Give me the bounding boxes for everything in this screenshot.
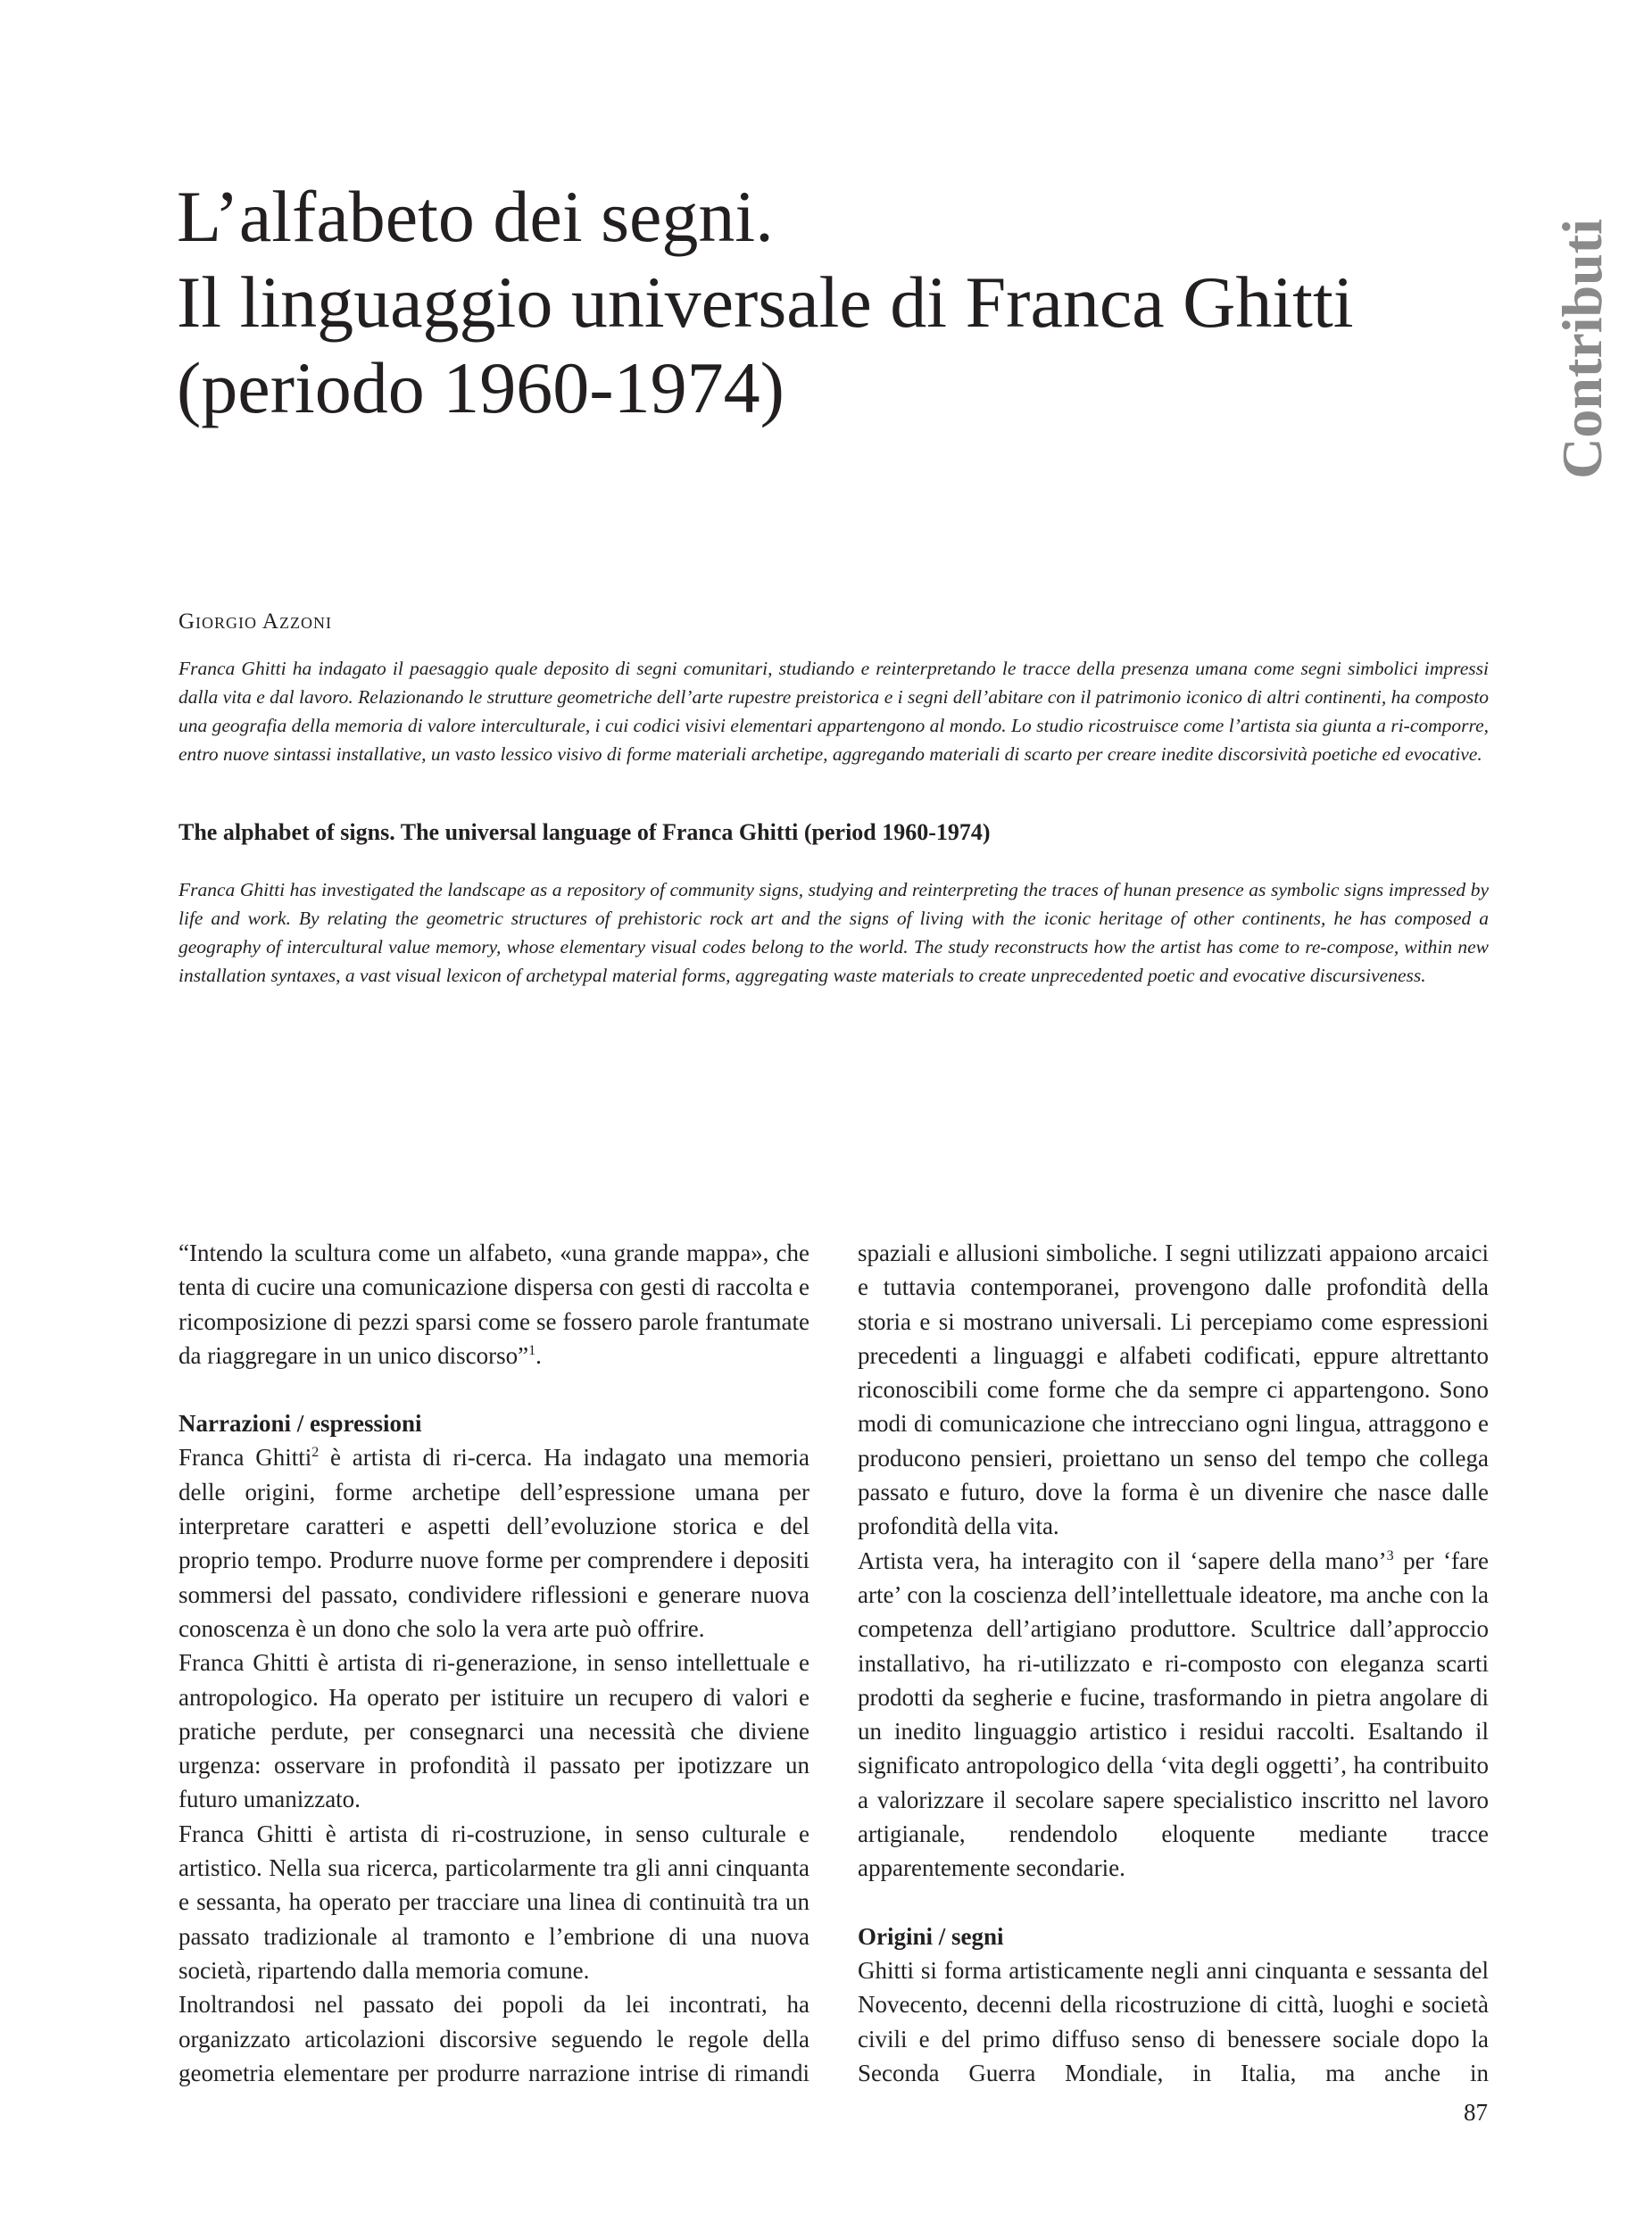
title-line: L’alfabeto dei segni. [177, 176, 774, 257]
footnote-ref[interactable]: 3 [1386, 1547, 1394, 1563]
section-heading: Origini / segni [858, 1922, 1004, 1950]
paragraph: spaziali e allusioni simboliche. I segni utilizzati appaiono arcaici e tuttavia contemporanei, provengono dalle profondità della storia e si mostrano universali. Li percepiamo come espressioni precedenti a linguaggi e alfabeti codificati, eppure altrettanto riconoscibili come forme che da sempre ci appartengono. Sono modi di comunicazione che intrecciano ogni lingua, attraggono e producono pensieri, proiettano un senso del tempo che collega passato e futuro, dove la forma è un divenire che nasce dalle profondità della vita. [858, 1240, 1489, 1540]
title-line: (periodo 1960-1974) [177, 347, 784, 428]
english-title: The alphabet of signs. The universal language of Franca Ghitti (period 1960-1974) [178, 819, 991, 845]
paragraph: Artista vera, ha interagito con il ‘sapere della mano’$^3$ per ‘fare arte’ con la coscienza dell’intellettuale ideatore, ma anche con la competenza dell’artigiano produttore. Scultrice dall’approccio installativo, ha ri-utilizzato e ri-composto con eleganza scarti prodotti da segherie e fucine, trasformando in pietra angolare di un inedito linguaggio artistico i residui raccolti. Esaltando il significato antropologico della ‘vita degli oggetti’, ha contribuito a valorizzare il secolare sapere specialistico inscritto nel lavoro artigianale, rendendolo eloquente mediante tracce apparentemente secondarie. [858, 1546, 1489, 1882]
paragraph: Franca Ghitti$^2$ è artista di ri-cerca. Ha indagato una memoria delle origini, forme archetipe dell’espressione umana per interpretare caratteri e aspetti dell’evoluzione storica e del proprio tempo. Produrre nuove forme per comprendere i depositi sommersi del passato, condividere riflessioni e generare nuova conoscenza è un dono che solo la vera arte può offrire. [178, 1444, 809, 1642]
epigraph-quote: “Intendo la scultura come un alfabeto, «una grande mappa», che tenta di cucire una comunicazione dispersa con gesti di raccolta e ricomposizione di pezzi sparsi come se fossero parole frantumate da riaggregare in un unico discorso”$^1$. [178, 1240, 809, 1369]
abstract-english: Franca Ghitti has investigated the landscape as a repository of community signs, studying and reinterpreting the traces of hunan presence as symbolic signs impressed by life and work. By relating the geometric structures of prehistoric rock art and the signs of living with the iconic heritage of other continents, he has composed a geography of intercultural value memory, whose elementary visual codes belong to the world. The study reconstructs how the artist has come to re-compose, within new installation syntaxes, a vast visual lexicon of archetypal material forms, aggregating waste materials to create unprecedented poetic and evocative discursiveness. [178, 879, 1489, 986]
paragraph: Inoltrandosi nel passato dei popoli da lei incontrati, ha organizzato articolazioni discorsive seguendo le regole della geometria elementare per produrre narrazione intrise di rimandi [178, 1991, 809, 2086]
body-column-left [178, 1236, 809, 2090]
page-number: 87 [1464, 2099, 1488, 2126]
body-column-right [858, 1236, 1489, 2090]
article-title [177, 174, 1515, 431]
paragraph: Ghitti si forma artisticamente negli anni cinquanta e sessanta del Novecento, decenni della ricostruzione di città, luoghi e società civili e del primo diffuso senso di benessere sociale dopo la Seconda Guerra Mondiale, in Italia, ma anche in [858, 1956, 1489, 2086]
author: Giorgio Azzoni [178, 609, 332, 634]
footnote-ref[interactable]: 2 [311, 1445, 320, 1461]
abstract-italian: Franca Ghitti ha indagato il paesaggio quale deposito di segni comunitari, studiando e reinterpretando le tracce della presenza umana come segni simbolici impressi dalla vita e dal lavoro. Relazionando le strutture geometriche dell’arte rupestre preistorica e i segni dell’abitare con il patrimonio iconico di altri continenti, ha composto una geografia della memoria di valore interculturale, i cui codici visivi elementari appartengono al mondo. Lo studio ricostruisce come l’artista sia giunta a ri-comporre, entro nuove sintassi installative, un vasto lessico visivo di forme materiali archetipe, aggregando materiali di scarto per creare inedite discorsività poetiche ed evocative. [178, 658, 1489, 765]
paragraph: Franca Ghitti è artista di ri-generazione, in senso intellettuale e antropologico. Ha operato per istituire un recupero di valori e pratiche perdute, per consegnarci una necessità che diviene urgenza: osservare in profondità il passato per ipotizzare un futuro umanizzato. [178, 1649, 809, 1813]
section-heading: Narrazioni / espressioni [178, 1410, 422, 1438]
section-label: Contributi [1550, 219, 1614, 479]
footnote-ref[interactable]: 1 [528, 1342, 536, 1358]
paragraph: Franca Ghitti è artista di ri-costruzione, in senso culturale e artistico. Nella sua ricerca, particolarmente tra gli anni cinquanta e sessanta, ha operato per tracciare una linea di continuità tra un passato tradizionale al tramonto e l’embrione di una nuova società, ripartendo dalla memoria comune. [178, 1820, 809, 1984]
title-line: Il linguaggio universale di Franca Ghitti [177, 261, 1354, 343]
